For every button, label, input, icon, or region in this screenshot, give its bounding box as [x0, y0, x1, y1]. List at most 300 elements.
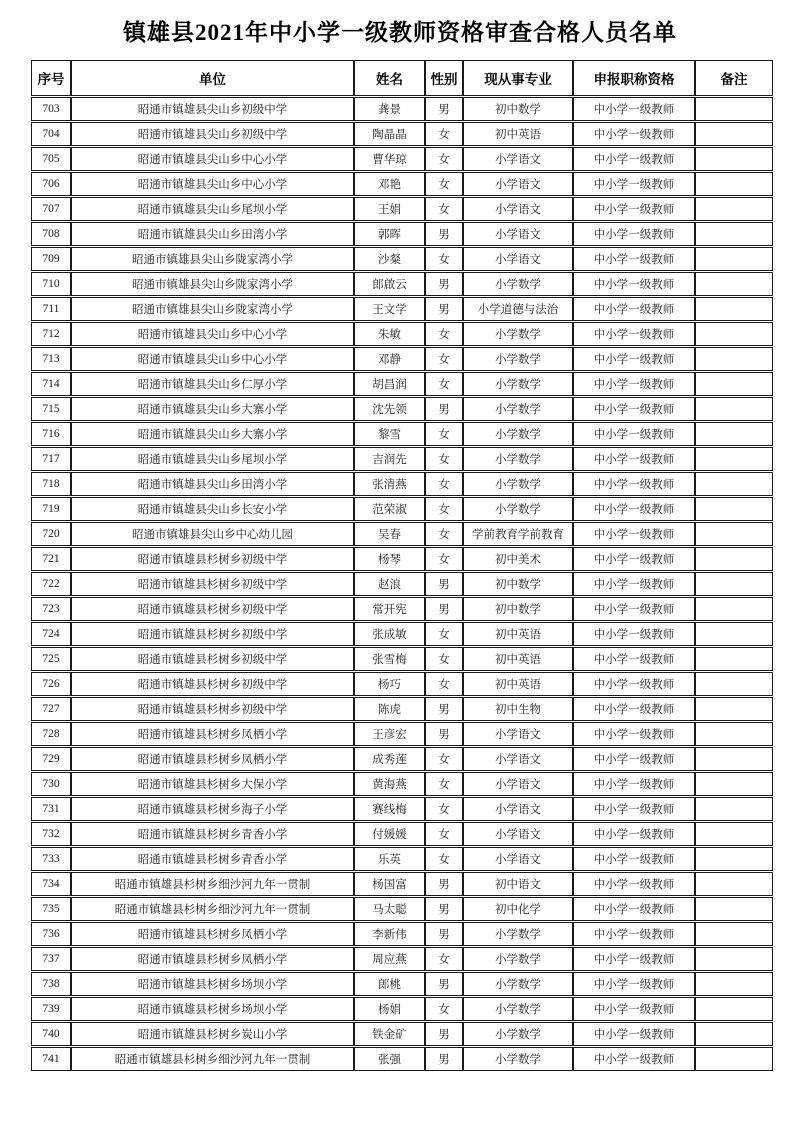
cell-major: 初中数学	[463, 97, 573, 121]
table-row	[31, 847, 773, 871]
cell-title-qualification: 中小学一级教师	[573, 622, 695, 646]
cell-unit: 昭通市镇雄县杉树乡凤栖小学	[71, 747, 354, 771]
cell-unit: 昭通市镇雄县尖山乡中心小学	[71, 147, 354, 171]
table-row	[31, 872, 773, 896]
table-row	[31, 97, 773, 121]
cell-major: 小学语文	[463, 797, 573, 821]
cell-title-qualification: 中小学一级教师	[573, 297, 695, 321]
cell-title-qualification: 中小学一级教师	[573, 797, 695, 821]
cell-index: 729	[31, 747, 71, 771]
cell-note	[695, 972, 773, 996]
table-row	[31, 722, 773, 746]
cell-note	[695, 247, 773, 271]
cell-unit: 昭通市镇雄县杉树乡凤栖小学	[71, 722, 354, 746]
cell-gender: 男	[425, 1047, 463, 1071]
cell-note	[695, 772, 773, 796]
cell-unit: 昭通市镇雄县杉树乡海子小学	[71, 797, 354, 821]
cell-note	[695, 797, 773, 821]
cell-note	[695, 572, 773, 596]
header-title-qualification: 申报职称资格	[573, 60, 695, 96]
cell-note	[695, 447, 773, 471]
cell-major: 小学语文	[463, 197, 573, 221]
cell-unit: 昭通市镇雄县尖山乡中心小学	[71, 172, 354, 196]
table-row	[31, 1047, 773, 1071]
cell-major: 小学语文	[463, 747, 573, 771]
cell-index: 711	[31, 297, 71, 321]
cell-unit: 昭通市镇雄县尖山乡中心小学	[71, 347, 354, 371]
cell-unit: 昭通市镇雄县尖山乡长安小学	[71, 497, 354, 521]
table-row	[31, 272, 773, 296]
cell-name: 朱敏	[354, 322, 425, 346]
cell-unit: 昭通市镇雄县尖山乡田湾小学	[71, 222, 354, 246]
cell-name: 张成敏	[354, 622, 425, 646]
cell-title-qualification: 中小学一级教师	[573, 872, 695, 896]
cell-index: 707	[31, 197, 71, 221]
cell-unit: 昭通市镇雄县杉树乡细沙河九年一贯制	[71, 872, 354, 896]
cell-note	[695, 622, 773, 646]
cell-index: 713	[31, 347, 71, 371]
cell-name: 王彦宏	[354, 722, 425, 746]
cell-title-qualification: 中小学一级教师	[573, 922, 695, 946]
cell-gender: 女	[425, 947, 463, 971]
cell-title-qualification: 中小学一级教师	[573, 447, 695, 471]
teacher-roster-table	[31, 59, 773, 1072]
cell-unit: 昭通市镇雄县杉树乡初级中学	[71, 622, 354, 646]
cell-name: 赵浪	[354, 572, 425, 596]
cell-note	[695, 147, 773, 171]
header-unit: 单位	[71, 60, 354, 96]
cell-unit: 昭通市镇雄县杉树乡初级中学	[71, 572, 354, 596]
cell-unit: 昭通市镇雄县尖山乡初级中学	[71, 122, 354, 146]
cell-gender: 女	[425, 822, 463, 846]
table-row	[31, 497, 773, 521]
cell-title-qualification: 中小学一级教师	[573, 772, 695, 796]
cell-note	[695, 322, 773, 346]
cell-title-qualification: 中小学一级教师	[573, 322, 695, 346]
cell-note	[695, 297, 773, 321]
cell-major: 初中数学	[463, 597, 573, 621]
cell-title-qualification: 中小学一级教师	[573, 147, 695, 171]
cell-major: 小学数学	[463, 997, 573, 1021]
cell-major: 小学数学	[463, 322, 573, 346]
cell-gender: 女	[425, 847, 463, 871]
cell-name: 沙粲	[354, 247, 425, 271]
table-row	[31, 172, 773, 196]
cell-major: 初中英语	[463, 672, 573, 696]
cell-index: 721	[31, 547, 71, 571]
cell-gender: 男	[425, 597, 463, 621]
cell-name: 赛线梅	[354, 797, 425, 821]
cell-name: 常开宪	[354, 597, 425, 621]
cell-title-qualification: 中小学一级教师	[573, 347, 695, 371]
cell-major: 小学数学	[463, 447, 573, 471]
cell-major: 小学语文	[463, 247, 573, 271]
table-row	[31, 347, 773, 371]
cell-note	[695, 522, 773, 546]
cell-title-qualification: 中小学一级教师	[573, 1022, 695, 1046]
table-row	[31, 572, 773, 596]
cell-unit: 昭通市镇雄县杉树乡初级中学	[71, 697, 354, 721]
cell-note	[695, 97, 773, 121]
cell-title-qualification: 中小学一级教师	[573, 522, 695, 546]
cell-title-qualification: 中小学一级教师	[573, 247, 695, 271]
cell-note	[695, 1022, 773, 1046]
cell-note	[695, 472, 773, 496]
cell-major: 初中化学	[463, 897, 573, 921]
cell-index: 737	[31, 947, 71, 971]
cell-major: 小学语文	[463, 172, 573, 196]
cell-gender: 女	[425, 347, 463, 371]
cell-note	[695, 497, 773, 521]
cell-index: 719	[31, 497, 71, 521]
cell-unit: 昭通市镇雄县杉树乡细沙河九年一贯制	[71, 897, 354, 921]
cell-note	[695, 272, 773, 296]
cell-title-qualification: 中小学一级教师	[573, 597, 695, 621]
cell-gender: 女	[425, 197, 463, 221]
cell-name: 张雪梅	[354, 647, 425, 671]
cell-name: 张强	[354, 1047, 425, 1071]
cell-name: 邓静	[354, 347, 425, 371]
cell-name: 范荣淑	[354, 497, 425, 521]
cell-title-qualification: 中小学一级教师	[573, 497, 695, 521]
cell-major: 小学数学	[463, 422, 573, 446]
cell-title-qualification: 中小学一级教师	[573, 722, 695, 746]
cell-title-qualification: 中小学一级教师	[573, 422, 695, 446]
cell-title-qualification: 中小学一级教师	[573, 197, 695, 221]
cell-name: 付媛媛	[354, 822, 425, 846]
cell-note	[695, 647, 773, 671]
cell-name: 杨国富	[354, 872, 425, 896]
cell-gender: 女	[425, 372, 463, 396]
cell-name: 马太聪	[354, 897, 425, 921]
table-row	[31, 397, 773, 421]
cell-major: 初中语文	[463, 872, 573, 896]
cell-index: 730	[31, 772, 71, 796]
cell-gender: 男	[425, 1022, 463, 1046]
table-row	[31, 522, 773, 546]
cell-major: 小学数学	[463, 497, 573, 521]
cell-gender: 男	[425, 872, 463, 896]
cell-name: 陶晶晶	[354, 122, 425, 146]
cell-gender: 女	[425, 647, 463, 671]
cell-note	[695, 122, 773, 146]
cell-name: 吴春	[354, 522, 425, 546]
cell-gender: 女	[425, 747, 463, 771]
table-row	[31, 422, 773, 446]
cell-note	[695, 397, 773, 421]
cell-note	[695, 872, 773, 896]
cell-index: 739	[31, 997, 71, 1021]
cell-major: 小学语文	[463, 822, 573, 846]
cell-index: 705	[31, 147, 71, 171]
cell-gender: 女	[425, 522, 463, 546]
cell-note	[695, 697, 773, 721]
table-row	[31, 997, 773, 1021]
cell-index: 716	[31, 422, 71, 446]
cell-index: 731	[31, 797, 71, 821]
cell-gender: 女	[425, 497, 463, 521]
cell-major: 小学数学	[463, 1047, 573, 1071]
cell-major: 小学数学	[463, 972, 573, 996]
cell-unit: 昭通市镇雄县杉树乡初级中学	[71, 597, 354, 621]
table-row	[31, 447, 773, 471]
cell-title-qualification: 中小学一级教师	[573, 572, 695, 596]
cell-major: 初中英语	[463, 622, 573, 646]
cell-note	[695, 372, 773, 396]
table-row	[31, 697, 773, 721]
cell-gender: 男	[425, 722, 463, 746]
cell-major: 小学语文	[463, 772, 573, 796]
table-row	[31, 197, 773, 221]
cell-gender: 男	[425, 97, 463, 121]
cell-name: 成秀莲	[354, 747, 425, 771]
cell-index: 726	[31, 672, 71, 696]
cell-note	[695, 547, 773, 571]
cell-title-qualification: 中小学一级教师	[573, 222, 695, 246]
cell-index: 704	[31, 122, 71, 146]
cell-gender: 女	[425, 997, 463, 1021]
cell-unit: 昭通市镇雄县尖山乡尾坝小学	[71, 447, 354, 471]
cell-unit: 昭通市镇雄县杉树乡凤栖小学	[71, 947, 354, 971]
cell-index: 714	[31, 372, 71, 396]
cell-unit: 昭通市镇雄县尖山乡大寨小学	[71, 422, 354, 446]
cell-title-qualification: 中小学一级教师	[573, 847, 695, 871]
cell-name: 龚景	[354, 97, 425, 121]
cell-title-qualification: 中小学一级教师	[573, 272, 695, 296]
cell-unit: 昭通市镇雄县杉树乡初级中学	[71, 647, 354, 671]
cell-major: 小学数学	[463, 397, 573, 421]
cell-unit: 昭通市镇雄县杉树乡初级中学	[71, 672, 354, 696]
cell-title-qualification: 中小学一级教师	[573, 472, 695, 496]
cell-major: 初中数学	[463, 572, 573, 596]
header-major: 现从事专业	[463, 60, 573, 96]
cell-index: 735	[31, 897, 71, 921]
cell-major: 初中英语	[463, 647, 573, 671]
cell-gender: 男	[425, 922, 463, 946]
cell-title-qualification: 中小学一级教师	[573, 1047, 695, 1071]
cell-name: 张清燕	[354, 472, 425, 496]
cell-unit: 昭通市镇雄县尖山乡陇家湾小学	[71, 297, 354, 321]
cell-title-qualification: 中小学一级教师	[573, 97, 695, 121]
table-body	[31, 97, 773, 1071]
cell-unit: 昭通市镇雄县尖山乡初级中学	[71, 97, 354, 121]
cell-gender: 女	[425, 622, 463, 646]
cell-name: 陈虎	[354, 697, 425, 721]
cell-name: 杨巧	[354, 672, 425, 696]
cell-gender: 女	[425, 472, 463, 496]
cell-unit: 昭通市镇雄县杉树乡场坝小学	[71, 972, 354, 996]
cell-gender: 男	[425, 397, 463, 421]
cell-unit: 昭通市镇雄县杉树乡炭山小学	[71, 1022, 354, 1046]
cell-index: 728	[31, 722, 71, 746]
cell-note	[695, 1047, 773, 1071]
cell-note	[695, 347, 773, 371]
cell-index: 725	[31, 647, 71, 671]
cell-title-qualification: 中小学一级教师	[573, 397, 695, 421]
cell-gender: 女	[425, 147, 463, 171]
header-gender: 性别	[425, 60, 463, 96]
header-index: 序号	[31, 60, 71, 96]
cell-gender: 女	[425, 122, 463, 146]
table-row	[31, 922, 773, 946]
cell-note	[695, 222, 773, 246]
cell-note	[695, 847, 773, 871]
cell-note	[695, 672, 773, 696]
cell-major: 小学数学	[463, 347, 573, 371]
cell-index: 734	[31, 872, 71, 896]
cell-gender: 男	[425, 222, 463, 246]
cell-name: 乐英	[354, 847, 425, 871]
cell-title-qualification: 中小学一级教师	[573, 897, 695, 921]
cell-title-qualification: 中小学一级教师	[573, 947, 695, 971]
cell-title-qualification: 中小学一级教师	[573, 122, 695, 146]
cell-gender: 男	[425, 897, 463, 921]
cell-index: 738	[31, 972, 71, 996]
cell-gender: 女	[425, 772, 463, 796]
cell-title-qualification: 中小学一级教师	[573, 972, 695, 996]
cell-unit: 昭通市镇雄县尖山乡田湾小学	[71, 472, 354, 496]
table-row	[31, 897, 773, 921]
cell-unit: 昭通市镇雄县尖山乡大寨小学	[71, 397, 354, 421]
cell-name: 沈先领	[354, 397, 425, 421]
cell-index: 724	[31, 622, 71, 646]
table-row	[31, 622, 773, 646]
cell-major: 小学数学	[463, 472, 573, 496]
cell-major: 小学数学	[463, 922, 573, 946]
cell-gender: 女	[425, 247, 463, 271]
cell-index: 717	[31, 447, 71, 471]
table-row	[31, 547, 773, 571]
table-row	[31, 772, 773, 796]
cell-unit: 昭通市镇雄县杉树乡凤栖小学	[71, 922, 354, 946]
cell-note	[695, 722, 773, 746]
cell-note	[695, 897, 773, 921]
cell-index: 712	[31, 322, 71, 346]
cell-index: 741	[31, 1047, 71, 1071]
cell-index: 740	[31, 1022, 71, 1046]
cell-major: 小学数学	[463, 372, 573, 396]
table-row	[31, 322, 773, 346]
cell-major: 初中英语	[463, 122, 573, 146]
cell-title-qualification: 中小学一级教师	[573, 172, 695, 196]
cell-major: 小学数学	[463, 272, 573, 296]
table-row	[31, 297, 773, 321]
cell-index: 703	[31, 97, 71, 121]
cell-gender: 女	[425, 172, 463, 196]
cell-major: 小学语文	[463, 722, 573, 746]
cell-title-qualification: 中小学一级教师	[573, 747, 695, 771]
cell-index: 733	[31, 847, 71, 871]
table-row	[31, 472, 773, 496]
cell-index: 727	[31, 697, 71, 721]
cell-name: 郎啟云	[354, 272, 425, 296]
table-row	[31, 797, 773, 821]
table-header-row	[31, 60, 773, 96]
cell-major: 小学语文	[463, 222, 573, 246]
cell-index: 710	[31, 272, 71, 296]
cell-unit: 昭通市镇雄县尖山乡尾坝小学	[71, 197, 354, 221]
cell-gender: 男	[425, 272, 463, 296]
cell-unit: 昭通市镇雄县杉树乡大保小学	[71, 772, 354, 796]
cell-name: 周应燕	[354, 947, 425, 971]
cell-major: 初中美术	[463, 547, 573, 571]
cell-major: 小学数学	[463, 947, 573, 971]
cell-major: 小学数学	[463, 1022, 573, 1046]
cell-major: 小学语文	[463, 847, 573, 871]
cell-name: 曹华琼	[354, 147, 425, 171]
cell-title-qualification: 中小学一级教师	[573, 697, 695, 721]
cell-note	[695, 197, 773, 221]
cell-major: 小学语文	[463, 147, 573, 171]
table-row	[31, 672, 773, 696]
cell-title-qualification: 中小学一级教师	[573, 372, 695, 396]
cell-name: 王娟	[354, 197, 425, 221]
cell-gender: 女	[425, 322, 463, 346]
cell-index: 722	[31, 572, 71, 596]
cell-name: 铁金矿	[354, 1022, 425, 1046]
cell-name: 王文学	[354, 297, 425, 321]
cell-index: 723	[31, 597, 71, 621]
cell-note	[695, 997, 773, 1021]
cell-gender: 女	[425, 422, 463, 446]
cell-name: 杨娟	[354, 997, 425, 1021]
cell-note	[695, 822, 773, 846]
cell-name: 郭晖	[354, 222, 425, 246]
table-row	[31, 647, 773, 671]
cell-index: 706	[31, 172, 71, 196]
table-row	[31, 222, 773, 246]
cell-unit: 昭通市镇雄县尖山乡仁厚小学	[71, 372, 354, 396]
header-name: 姓名	[354, 60, 425, 96]
cell-title-qualification: 中小学一级教师	[573, 822, 695, 846]
cell-name: 杨琴	[354, 547, 425, 571]
cell-name: 胡昌润	[354, 372, 425, 396]
cell-name: 吉润先	[354, 447, 425, 471]
table-row	[31, 247, 773, 271]
cell-unit: 昭通市镇雄县杉树乡初级中学	[71, 547, 354, 571]
cell-name: 黎雪	[354, 422, 425, 446]
cell-index: 718	[31, 472, 71, 496]
cell-major: 学前教育学前教育	[463, 522, 573, 546]
cell-note	[695, 747, 773, 771]
table-row	[31, 972, 773, 996]
cell-title-qualification: 中小学一级教师	[573, 547, 695, 571]
cell-gender: 女	[425, 547, 463, 571]
cell-gender: 男	[425, 697, 463, 721]
cell-title-qualification: 中小学一级教师	[573, 997, 695, 1021]
cell-note	[695, 422, 773, 446]
cell-name: 郎桃	[354, 972, 425, 996]
cell-unit: 昭通市镇雄县杉树乡青香小学	[71, 847, 354, 871]
cell-gender: 女	[425, 447, 463, 471]
cell-gender: 女	[425, 797, 463, 821]
header-note: 备注	[695, 60, 773, 96]
table-row	[31, 147, 773, 171]
cell-index: 715	[31, 397, 71, 421]
cell-unit: 昭通市镇雄县尖山乡陇家湾小学	[71, 272, 354, 296]
cell-gender: 男	[425, 972, 463, 996]
cell-note	[695, 597, 773, 621]
cell-name: 李新伟	[354, 922, 425, 946]
cell-unit: 昭通市镇雄县尖山乡中心幼儿园	[71, 522, 354, 546]
cell-note	[695, 922, 773, 946]
cell-unit: 昭通市镇雄县尖山乡陇家湾小学	[71, 247, 354, 271]
cell-unit: 昭通市镇雄县杉树乡青香小学	[71, 822, 354, 846]
cell-major: 初中生物	[463, 697, 573, 721]
cell-unit: 昭通市镇雄县杉树乡场坝小学	[71, 997, 354, 1021]
cell-gender: 男	[425, 297, 463, 321]
cell-index: 732	[31, 822, 71, 846]
